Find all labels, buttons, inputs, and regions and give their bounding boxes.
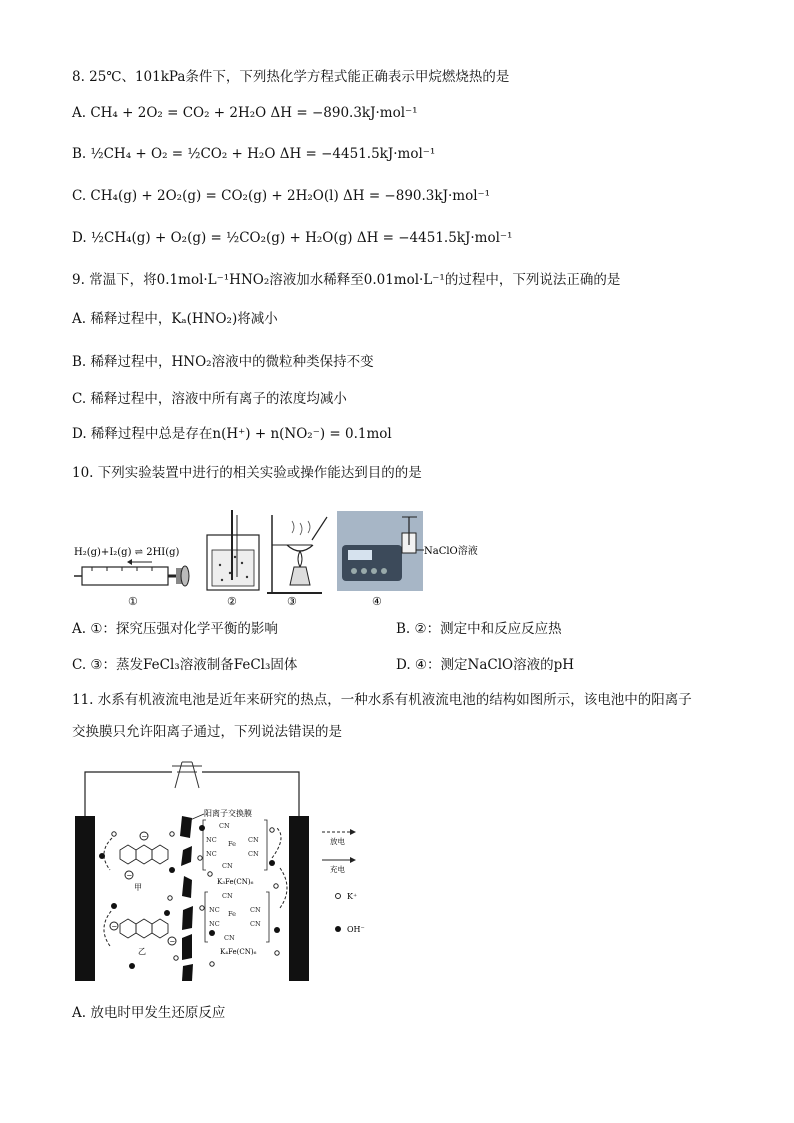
q8-option-b: B. ½CH₄ + O₂ = ½CO₂ + H₂O ΔH = −4451.5kJ·mol⁻¹ (72, 146, 436, 162)
ferricyanide-complex (206, 822, 259, 870)
apparatus-4-label: NaClO溶液 (424, 546, 478, 557)
svg-text:CN: CN (248, 836, 259, 844)
svg-text:CN: CN (250, 920, 261, 928)
q10-stem: 10. 下列实验装置中进行的相关实验或操作能达到目的的是 (72, 465, 422, 481)
apparatus-1-label: H₂(g)+I₂(g) ⇌ 2HI(g) (74, 547, 180, 558)
compound-yi-label: 乙 (138, 947, 146, 956)
q8-option-d: D. ½CH₄(g) + O₂(g) = ½CO₂(g) + H₂O(g) ΔH = −4451.5kJ·mol⁻¹ (72, 230, 513, 246)
right-electrode (289, 816, 309, 981)
evaporation-apparatus (267, 515, 327, 608)
compound-jia (120, 845, 168, 864)
q11-battery-figure (72, 758, 392, 986)
q9-option-d: D. 稀释过程中总是存在n(H⁺) + n(NO₂⁻) = 0.1mol (72, 426, 392, 442)
legend-discharge: 放电 (330, 837, 345, 846)
svg-text:CN: CN (250, 906, 261, 914)
svg-text:−: − (169, 937, 176, 946)
svg-text:CN: CN (248, 850, 259, 858)
svg-text:Fe: Fe (228, 840, 237, 848)
figure-number-4: ④ (372, 595, 382, 608)
svg-text:NC: NC (206, 836, 217, 844)
complex-bottom-label: K₄Fe(CN)₆ (220, 948, 257, 956)
q9-option-c: C. 稀释过程中，溶液中所有离子的浓度均减小 (72, 391, 347, 407)
q10-option-c: C. ③：蒸发FeCl₃溶液制备FeCl₃固体 (72, 657, 298, 673)
membrane-label: 阳离子交换膜 (204, 809, 252, 818)
svg-text:−: − (126, 871, 133, 880)
q10-apparatus-figure (72, 505, 478, 610)
compound-jia-label: 甲 (134, 883, 142, 892)
k-ions (112, 828, 279, 966)
svg-text:−: − (111, 922, 118, 931)
q11-stem-line2: 交换膜只允许阳离子通过，下列说法错误的是 (72, 724, 342, 740)
svg-text:CN: CN (219, 822, 230, 830)
figure-number-1: ① (128, 595, 138, 608)
q11-option-a: A. 放电时甲发生还原反应 (72, 1005, 226, 1021)
ferrocyanide-complex (209, 892, 261, 942)
q10-option-d: D. ④：测定NaClO溶液的pH (396, 657, 575, 673)
svg-text:CN: CN (222, 862, 233, 870)
legend-charge: 充电 (330, 865, 345, 874)
svg-text:−: − (141, 832, 148, 841)
q9-stem: 9. 常温下，将0.1mol·L⁻¹HNO₂溶液加水稀释至0.01mol·L⁻¹的过程中，下列说法正确的是 (72, 272, 621, 288)
calorimeter-apparatus (207, 510, 259, 608)
svg-text:CN: CN (222, 892, 233, 900)
svg-text:NC: NC (206, 850, 217, 858)
q8-stem: 8. 25℃、101kPa条件下，下列热化学方程式能正确表示甲烷燃烧热的是 (72, 69, 510, 85)
legend-oh: OH⁻ (347, 925, 365, 934)
q11-stem-line1: 11. 水系有机液流电池是近年来研究的热点，一种水系有机液流电池的结构如图所示，该电池中的阳离子 (72, 692, 692, 708)
svg-text:CN: CN (224, 934, 235, 942)
q10-option-a: A. ①：探究压强对化学平衡的影响 (72, 621, 278, 637)
q8-option-c: C. CH₄(g) + 2O₂(g) = CO₂(g) + 2H₂O(l) ΔH = −890.3kJ·mol⁻¹ (72, 188, 491, 204)
svg-text:NC: NC (209, 906, 220, 914)
figure-number-3: ③ (287, 595, 297, 608)
complex-top-label: K₃Fe(CN)₆ (217, 878, 254, 886)
cation-exchange-membrane (180, 816, 193, 981)
syringe-apparatus (74, 547, 189, 608)
q10-option-b: B. ②：测定中和反应反应热 (396, 621, 562, 637)
svg-text:NC: NC (209, 920, 220, 928)
figure-number-2: ② (227, 595, 237, 608)
svg-text:Fe: Fe (228, 910, 237, 918)
power-tower-icon (172, 762, 202, 788)
left-electrode (75, 816, 95, 981)
q9-option-a: A. 稀释过程中，Kₐ(HNO₂)将减小 (72, 311, 278, 327)
ph-meter-apparatus (337, 511, 478, 608)
legend-k: K⁺ (347, 892, 358, 901)
q8-option-a: A. CH₄ + 2O₂ = CO₂ + 2H₂O ΔH = −890.3kJ·mol⁻¹ (72, 105, 418, 121)
q9-option-b: B. 稀释过程中，HNO₂溶液中的微粒种类保持不变 (72, 354, 374, 370)
compound-yi (120, 919, 168, 938)
